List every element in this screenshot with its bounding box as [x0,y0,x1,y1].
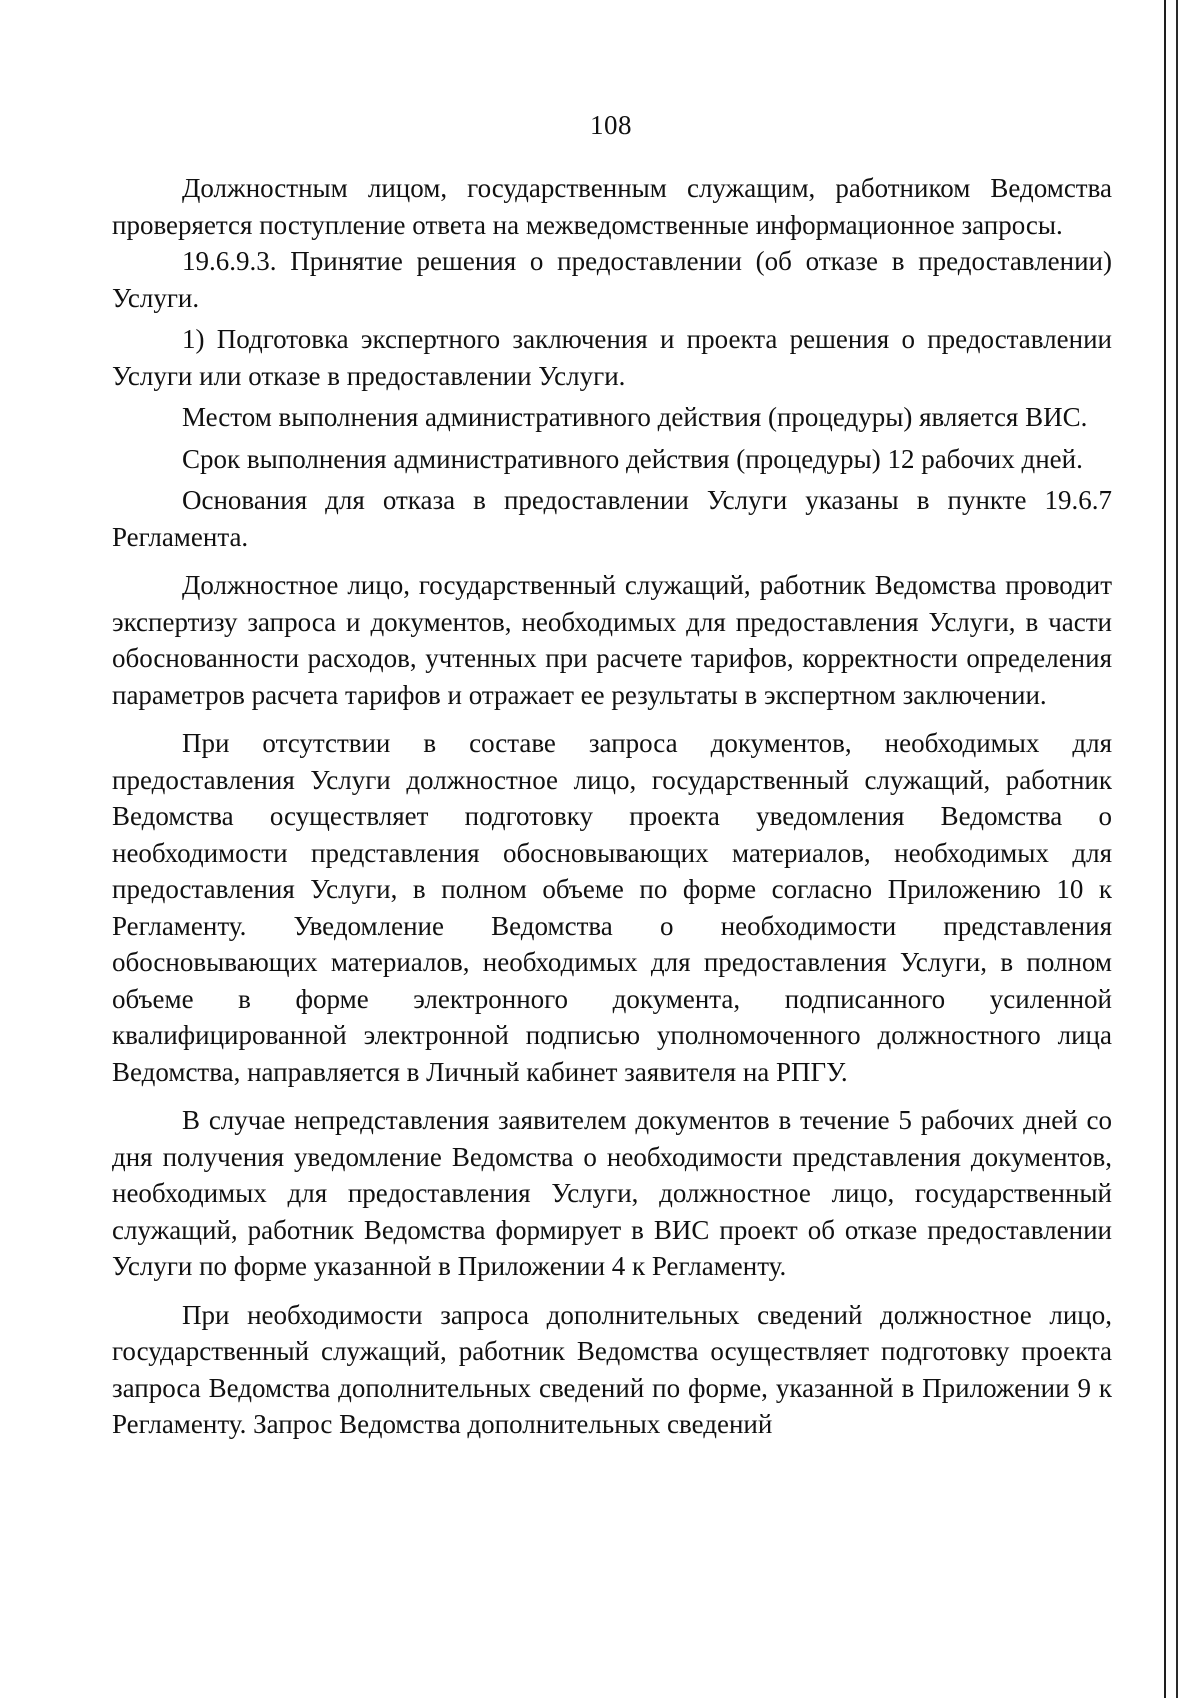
paragraph-1: Должностным лицом, государственным служащим, работником Ведомства проверяется поступление ответа на межведомственные информационное запросы. [112,173,1112,240]
page-number: 108 [590,110,632,140]
paragraph-8: При отсутствии в составе запроса документов, необходимых для предоставления Услуги должностное лицо, государственный служащий, работник Ведомства осуществляет подготовку проекта уведомления Ведомства о необходимости представления обосновывающих материалов, необходимых для предоставления Услуги, в полном объеме по форме согласно Приложению 10 к Регламенту. Уведомление Ведомства о необходимости представления обосновывающих материалов, необходимых для предоставления Услуги, в полном объеме в форме электронного документа, подписанного усиленной квалифицированной электронной подписью уполномоченного должностного лица Ведомства, направляется в Личный кабинет заявителя на РПГУ. [112,728,1112,1087]
paragraph-3: 1) Подготовка экспертного заключения и проекта решения о предоставлении Услуги или отказе в предоставлении Услуги. [112,324,1112,391]
scan-edge [1154,0,1200,1698]
paragraph-2: 19.6.9.3. Принятие решения о предоставлении (об отказе в предоставлении) Услуги. [112,246,1112,313]
scan-edge-line-inner [1176,0,1178,1698]
document-body [112,170,1112,1443]
paragraph-10: При необходимости запроса дополнительных сведений должностное лицо, государственный служащий, работник Ведомства осуществляет подготовку проекта запроса Ведомства дополнительных сведений по форме, указанной в Приложении 9 к Регламенту. Запрос Ведомства дополнительных сведений [112,1299,1112,1439]
paragraph-7: Должностное лицо, государственный служащий, работник Ведомства проводит экспертизу запроса и документов, необходимых для предоставления Услуги, в части обоснованности расходов, учтенных при расчете тарифов, корректности определения параметров расчета тарифов и отражает ее результаты в экспертном заключении. [112,570,1112,710]
paragraph-4: Местом выполнения административного действия (процедуры) является ВИС. [182,402,1088,432]
paragraph-6: Основания для отказа в предоставлении Услуги указаны в пункте 19.6.7 Регламента. [112,485,1112,552]
paragraph-5: Срок выполнения административного действия (процедуры) 12 рабочих дней. [182,443,1083,474]
scan-edge-line [1164,0,1166,1698]
paragraph-9: В случае непредставления заявителем документов в течение 5 рабочих дней со дня получения уведомление Ведомства о необходимости представления документов, необходимых для предоставления Услуги, должностное лицо, государственный служащий, работник Ведомства формирует в ВИС проект об отказе предоставлении Услуги по форме указанной в Приложении 4 к Регламенту. [112,1105,1112,1281]
